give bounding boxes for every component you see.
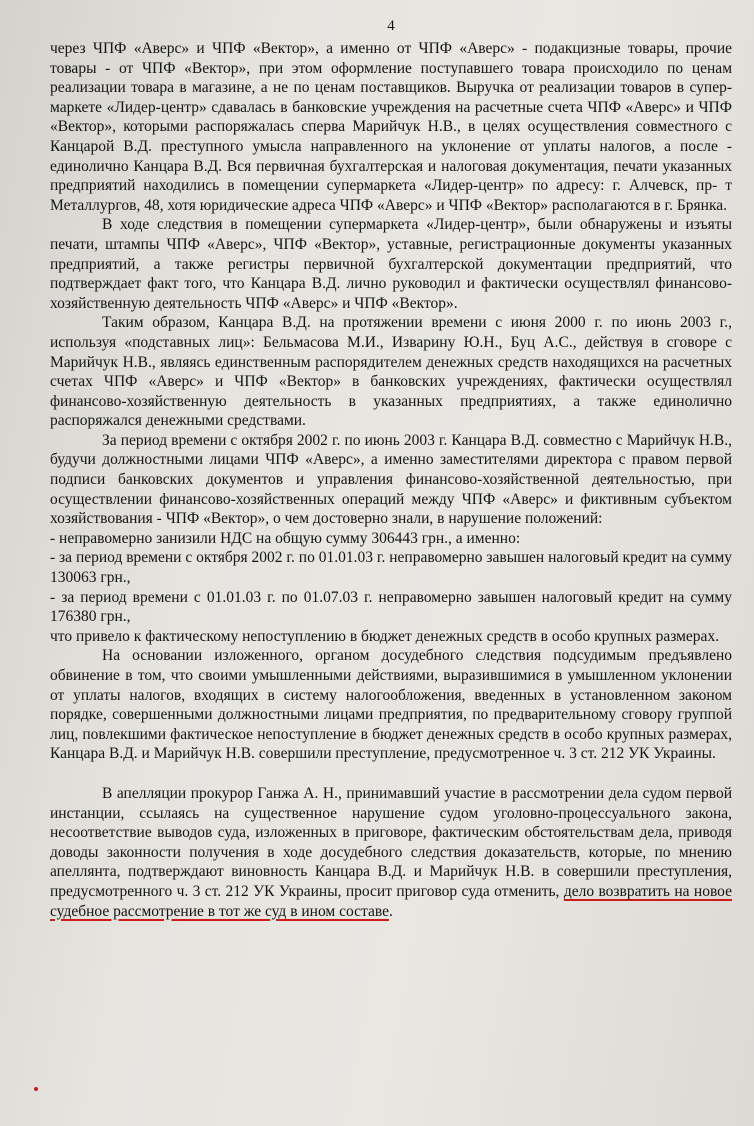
paragraph-charge: На основании изложенного, органом досудебного следствия подсудимым предъявлено обвинение в том, что своими умышленными действиями, выразившимися в умышленном уклонении от уплаты налогов, входящих в систему налогообложения, введенных в установленном законом порядке, совершенными должностными лицами предприятия, по предварительному сговору группой лиц, повлекшими фактическое непоступление в бюджет денежных средств в особо крупных размерах, Канцара В.Д. и Марийчук Н.В. совершили преступление, предусмотренное ч. 3 ст. 212 УК Украины. <box>50 647 732 763</box>
paragraph-1: через ЧПФ «Аверс» и ЧПФ «Вектор», а именно от ЧПФ «Аверс» - подакцизные товары, прочие товары - от ЧПФ «Вектор», при этом оформление поступавшего товара происходило по ценам реализации товара в магазине, а не по ценам поставщиков. Выручка от реализации товаров в супер-маркете «Лидер-центр» сдавалась в банковские учреждения на расчетные счета ЧПФ «Аверс» и ЧПФ «Вектор», которыми распоряжалась сперва Марийчук Н.В., в целях осуществления совместного с Канцарой В.Д. преступного умысла направленного на уклонение от уплаты налогов, а после - единолично Канцара В.Д. Вся первичная бухгалтерская и налоговая документация, печати указанных предприятий находились в помещении супермаркета «Лидер-центр» по адресу: г. Алчевск, пр- т Металлургов, 48, хотя юридические адреса ЧПФ «Аверс» и ЧПФ «Вектор» располагаются в г. Брянка. <box>50 40 732 214</box>
underlined-phrase-1: дело возвратить на новое <box>563 882 733 900</box>
document-body <box>50 39 732 921</box>
paragraph-4: За период времени с октября 2002 г. по июнь 2003 г. Канцара В.Д. совместно с Марийчук Н.В., будучи должностными лицами ЧПФ «Аверс», а именно заместителями директора с правом первой подписи банковских документов и управления финансово-хозяйственной деятельностью, при осуществлении финансово-хозяйственных операций между ЧПФ «Аверс» и фиктивным субъектом хозяйствования - ЧПФ «Вектор», о чем достоверно знали, в нарушение положений: <box>50 431 732 528</box>
list-item-period-1: - за период времени с октября 2002 г. по 01.01.03 г. неправомерно завышен налоговый кредит на сумму 130063 грн., <box>50 549 732 587</box>
page-number: 4 <box>387 18 395 34</box>
paragraph-appeal <box>50 784 732 921</box>
list-item-period-2: - за период времени с 01.01.03 г. по 01.07.03 г. неправомерно завышен налоговый кредит на сумму 176380 грн., <box>50 588 732 626</box>
section-gap <box>50 764 732 784</box>
underlined-phrase-2: судебное рассмотрение в тот же суд в ином составе <box>50 902 389 920</box>
pen-mark <box>34 1087 38 1091</box>
paragraph-2: В ходе следствия в помещении супермаркета «Лидер-центр», были обнаружены и изъяты печати, штампы ЧПФ «Аверс», ЧПФ «Вектор», уставные, регистрационные документы указанных предприятий, а также регистры первичной бухгалтерской документации предприятий, что подтверждает факт того, что Канцара В.Д. лично руководил и фактически осуществлял финансово-хозяйственную деятельность ЧПФ «Аверс» и ЧПФ «Вектор». <box>50 216 732 312</box>
appeal-text: В апелляции прокурор Ганжа А. Н., принимавший участие в рассмотрении дела судом первой инстанции, ссылаясь на существенное нарушение судом уголовно-процессуального закона, несоответствие выводов суда, изложенных в приговоре, фактическим обстоятельствам дела, приводя доводы законности получения в ходе досудебного следствия доказательств, которые, по мнению апеллянта, подтверждают виновность Канцара В.Д. и Марийчук Н.В. в совершили преступления, предусмотренного ч. 3 ст. 212 УК Украины, просит приговор суда отменить, <box>50 784 732 900</box>
paragraph-3: Таким образом, Канцара В.Д. на протяжении времени с июня 2000 г. по июнь 2003 г., используя «подставных лиц»: Бельмасова М.И., Изварину Ю.Н., Буц А.С., действуя в сговоре с Марийчук Н.В., являясь единственным распорядителем денежных средств находящихся на расчетных счетах ЧПФ «Аверс» и ЧПФ «Вектор» в банковских учреждениях, фактически осуществлял финансово-хозяйственную деятельность в указанных предприятиях, а также единолично распоряжался денежными средствами. <box>50 314 732 430</box>
final-period: . <box>388 902 393 920</box>
list-item-vat: - неправомерно занизили НДС на общую сумму 306443 грн., а именно: <box>50 529 521 547</box>
paragraph-consequence: что привело к фактическому непоступлению в бюджет денежных средств в особо крупных размерах. <box>50 627 720 645</box>
